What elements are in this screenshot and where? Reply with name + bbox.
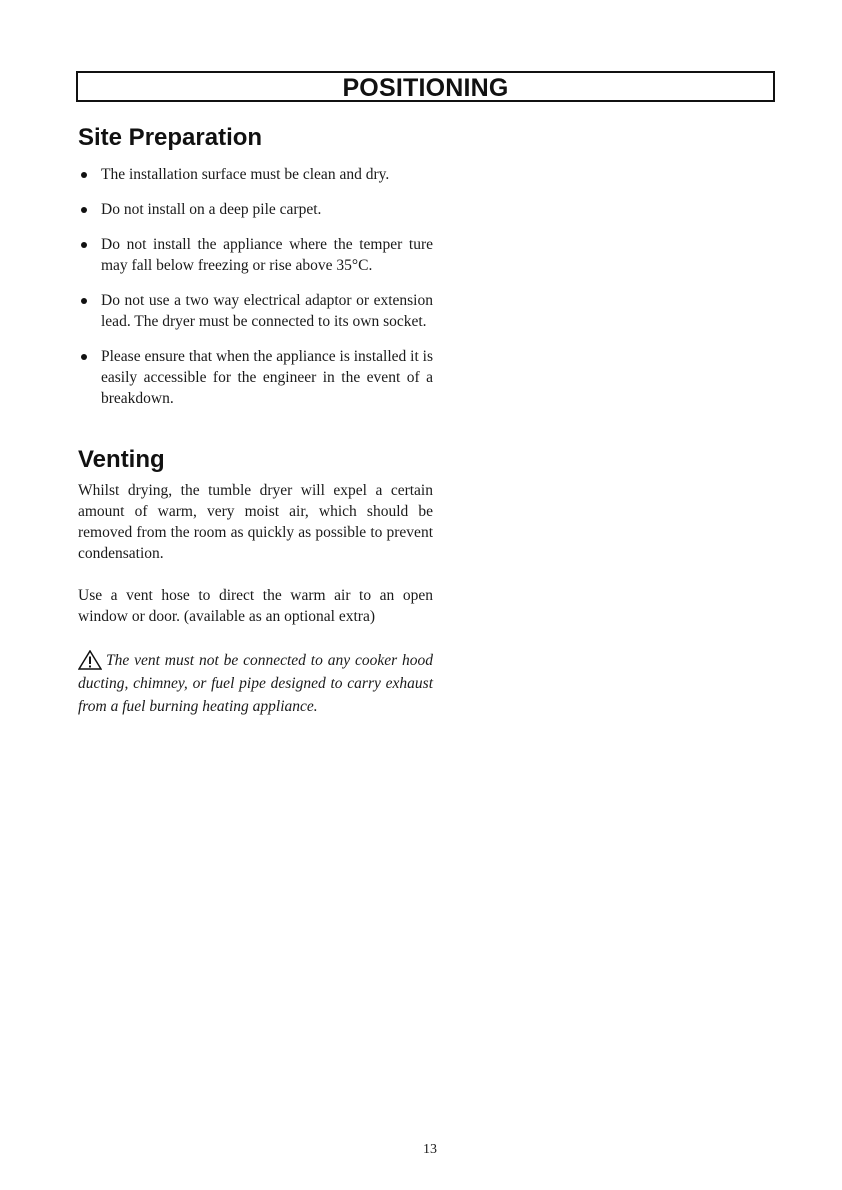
warning-text: The vent must not be connected to any cooker hood ducting, chimney, or fuel pipe designed to carry exhaust from a fuel burning heating appliance. bbox=[78, 652, 433, 715]
title-box bbox=[76, 71, 775, 102]
venting-body bbox=[78, 480, 433, 627]
list-item-text: Do not install the appliance where the temper ture may fall below freezing or rise above 35°C. bbox=[101, 236, 433, 274]
list-item-text: Do not install on a deep pile carpet. bbox=[101, 201, 322, 218]
list-item-text: Please ensure that when the appliance is installed it is easily accessible for the engineer in the event of a breakdown. bbox=[101, 348, 433, 407]
list-item bbox=[78, 290, 433, 332]
bullet-icon bbox=[81, 242, 87, 248]
bullet-icon bbox=[81, 354, 87, 360]
bullet-icon bbox=[81, 172, 87, 178]
venting-paragraph: Whilst drying, the tumble dryer will expel a certain amount of warm, very moist air, which should be removed from the room as quickly as possible to prevent condensation. bbox=[78, 482, 433, 562]
site-preparation-heading: Site Preparation bbox=[78, 124, 263, 151]
list-item bbox=[78, 346, 433, 409]
venting-paragraph: Use a vent hose to direct the warm air to an open window or door. (available as an optional extra) bbox=[78, 587, 433, 625]
list-item-text: Do not use a two way electrical adaptor or extension lead. The dryer must be connected to its own socket. bbox=[101, 292, 433, 330]
site-preparation-list-container bbox=[78, 164, 433, 409]
list-item bbox=[78, 164, 433, 185]
page-number: 13 bbox=[423, 1142, 437, 1157]
list-item bbox=[78, 234, 433, 276]
warning-note bbox=[78, 649, 433, 718]
bullet-icon bbox=[81, 207, 87, 213]
site-preparation-list bbox=[78, 164, 433, 409]
warning-triangle-icon bbox=[78, 650, 102, 670]
page-title: POSITIONING bbox=[342, 74, 509, 102]
venting-heading: Venting bbox=[78, 446, 165, 473]
list-item-text: The installation surface must be clean and dry. bbox=[101, 166, 390, 183]
bullet-icon bbox=[81, 298, 87, 304]
list-item bbox=[78, 199, 433, 220]
